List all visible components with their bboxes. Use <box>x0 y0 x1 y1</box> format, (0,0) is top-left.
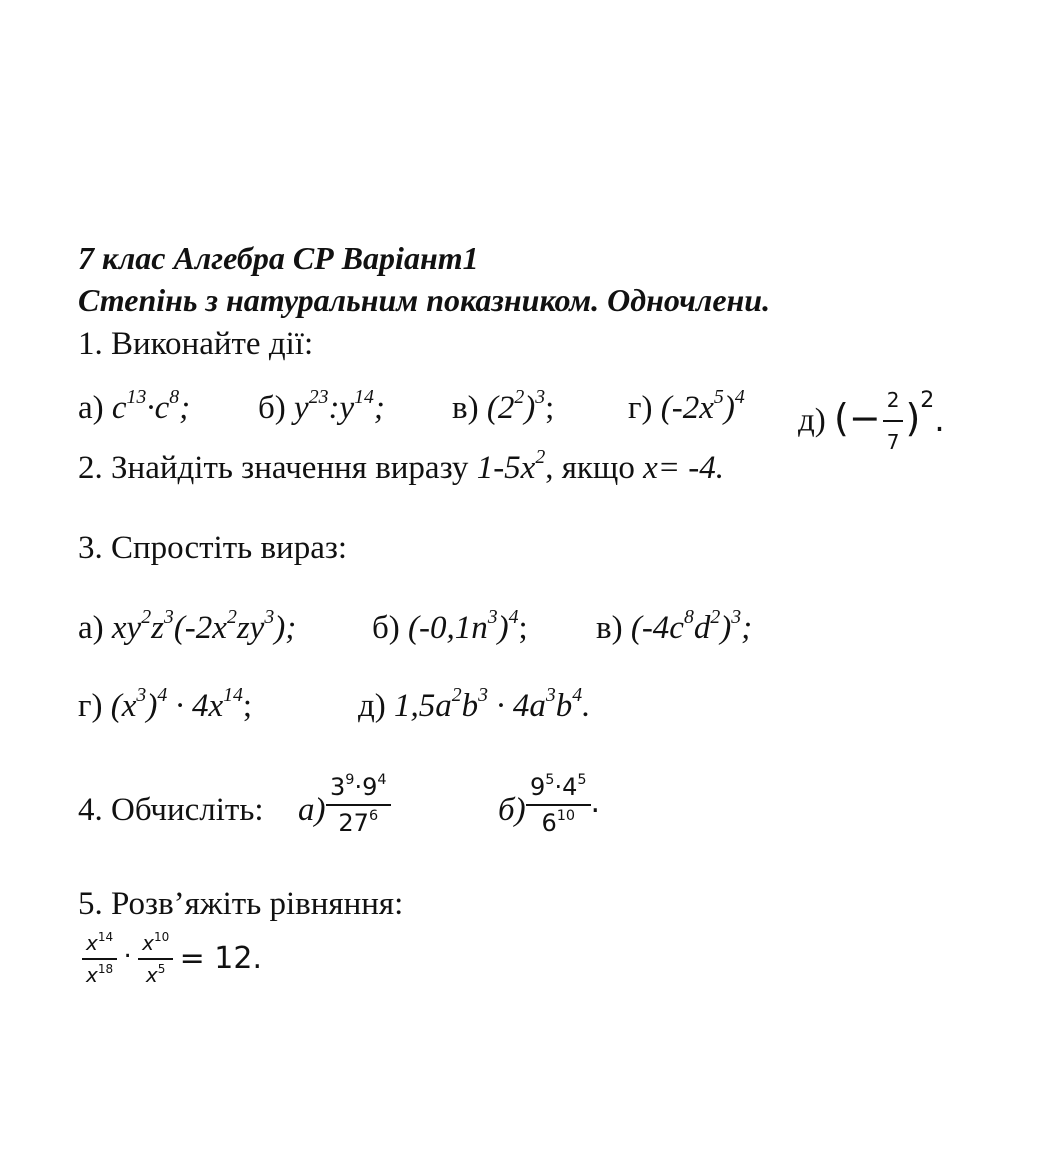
worksheet-title: 7 клас Алгебра СР Варіант1 <box>78 240 479 276</box>
task4-line <box>0 770 1056 860</box>
task3-row1 <box>0 608 1056 652</box>
task3-item-d: д) $1,5a^2b^3 \cdot 4a^3b^4$. <box>358 684 591 724</box>
worksheet-topic: Степінь з натуральним показником. Одночлени. <box>78 282 771 318</box>
task5-heading: 5. Розв’яжіть рівняння: <box>78 886 404 922</box>
fraction-x14-over-x18: $\frac{x^{14}}{x^{18}}$ <box>82 928 117 990</box>
fraction-two-sevenths: $\frac{2}{7}$ <box>883 380 904 462</box>
task4-fraction-b: $\frac{9^5\cdot 4^5}{6^{10}}$ . <box>526 770 600 840</box>
task5-equation: $\frac{x^{14}}{x^{18}}$ · $\frac{x^{10}}{x^5}$ = 12. <box>82 928 262 990</box>
task1-item-b: б) $y^{23}:y^{14}$; <box>258 386 385 426</box>
task1-item-d: д) (− $\frac{2}{7}$ )$^2$. <box>798 380 945 462</box>
task3-row2 <box>0 686 1056 730</box>
task3-item-a: а) $xy^2z^3(-2x^2zy^3)$; <box>78 606 297 646</box>
task3-item-g: г) $(x^3)^4 \cdot 4x^{14}$; <box>78 684 253 724</box>
task2-line: 2. Знайдіть значення виразу $1-5x^2$, якщо x= -4. <box>78 446 724 486</box>
task3-heading: 3. Спростіть вираз: <box>78 530 348 566</box>
task3-item-b: б) $(-0,1n^3)^4$; <box>372 606 528 646</box>
task4-fraction-a: $\frac{3^9\cdot 9^4}{27^6}$ <box>326 770 391 840</box>
task1-items <box>0 386 1056 454</box>
task3-item-v: в) $(-4c^8d^2)^3$; <box>596 606 753 646</box>
task1-item-g: г) $(-2x^5)^4$ <box>628 386 745 426</box>
fraction-x10-over-x5: $\frac{x^{10}}{x^5}$ <box>138 928 173 990</box>
task1-item-a: а) $c^{13}\cdot c^8$; <box>78 386 191 426</box>
task4-b-label: б) <box>498 792 526 828</box>
task4-a-label: а) <box>298 792 326 828</box>
task1-heading: 1. Виконайте дії: <box>78 326 314 362</box>
task4-heading: 4. Обчисліть: <box>78 792 264 828</box>
task1-item-v: в) $(2^2)^3$; <box>452 386 555 426</box>
